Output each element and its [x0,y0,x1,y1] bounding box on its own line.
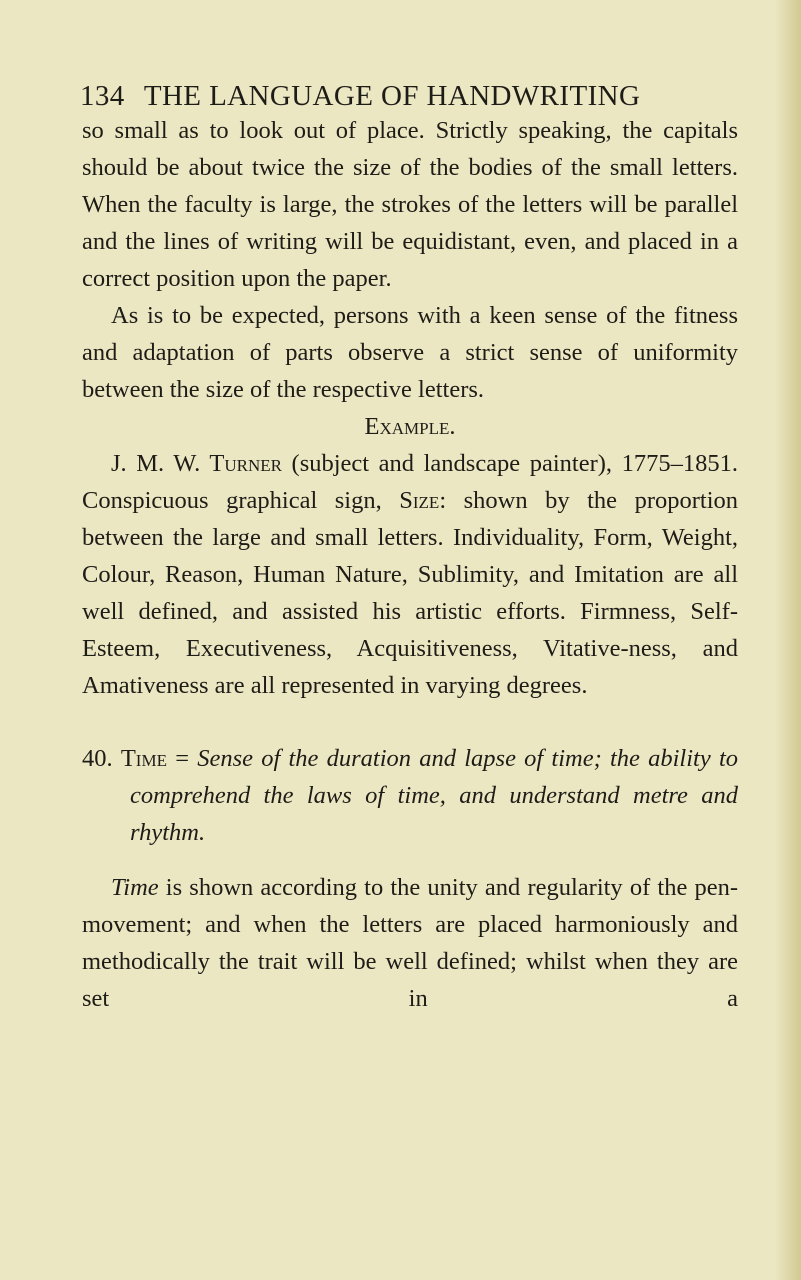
running-title: THE LANGUAGE OF HANDWRITING [143,80,641,112]
time-text: is shown according to the unity and regularity of the pen-movement; and when the letters are placed harmoniously and methodically the trait will be well defined; whilst when they are set in a [82,874,738,1012]
definition-equals: = [166,745,198,772]
page-body [82,112,738,1017]
example-name: J. M. W. Turner [111,450,282,477]
definition-meaning: Sense of the duration and lapse of time; the ability to comprehend the laws of time, and understand metre and rhythm. [130,745,738,846]
page-number: 134 [80,80,125,112]
example-text-b: : shown by the proportion between the large and small letters. Individuality, Form, Weight, Colour, Reason, Human Nature, Sublimity, and Imitation are all well defined, and assisted his artistic efforts. Firmness, Self-Esteem, Executiveness, Acquisitiveness, Vitative-ness, and Amativeness are all represented in varying degrees. [82,487,739,699]
example-heading: Example. [364,413,456,440]
definition-time [82,740,738,851]
size-term: Size [399,487,440,514]
definition-term: Time [120,745,167,772]
paragraph-uniformity: As is to be expected, persons with a keen sense of the fitness and adaptation of parts observe a strict sense of uniformity between the size of the respective letters. [82,302,738,403]
page-edge-shadow [775,0,801,1280]
definition-number: 40. [82,745,113,772]
time-term-italic: Time [111,874,159,901]
example-paragraph [82,445,738,704]
paragraph-time [82,869,738,1017]
running-header [80,80,640,113]
example-text-a: (subject and landscape painter), 1775–1851. Conspicuous graphical sign, [82,450,738,514]
paragraph-continuation: so small as to look out of place. Strictly speaking, the capitals should be about twice the size of the bodies of the small letters. When the faculty is large, the strokes of the letters will be parallel and the lines of writing will be equidistant, even, and placed in a correct position upon the paper. [82,117,738,292]
